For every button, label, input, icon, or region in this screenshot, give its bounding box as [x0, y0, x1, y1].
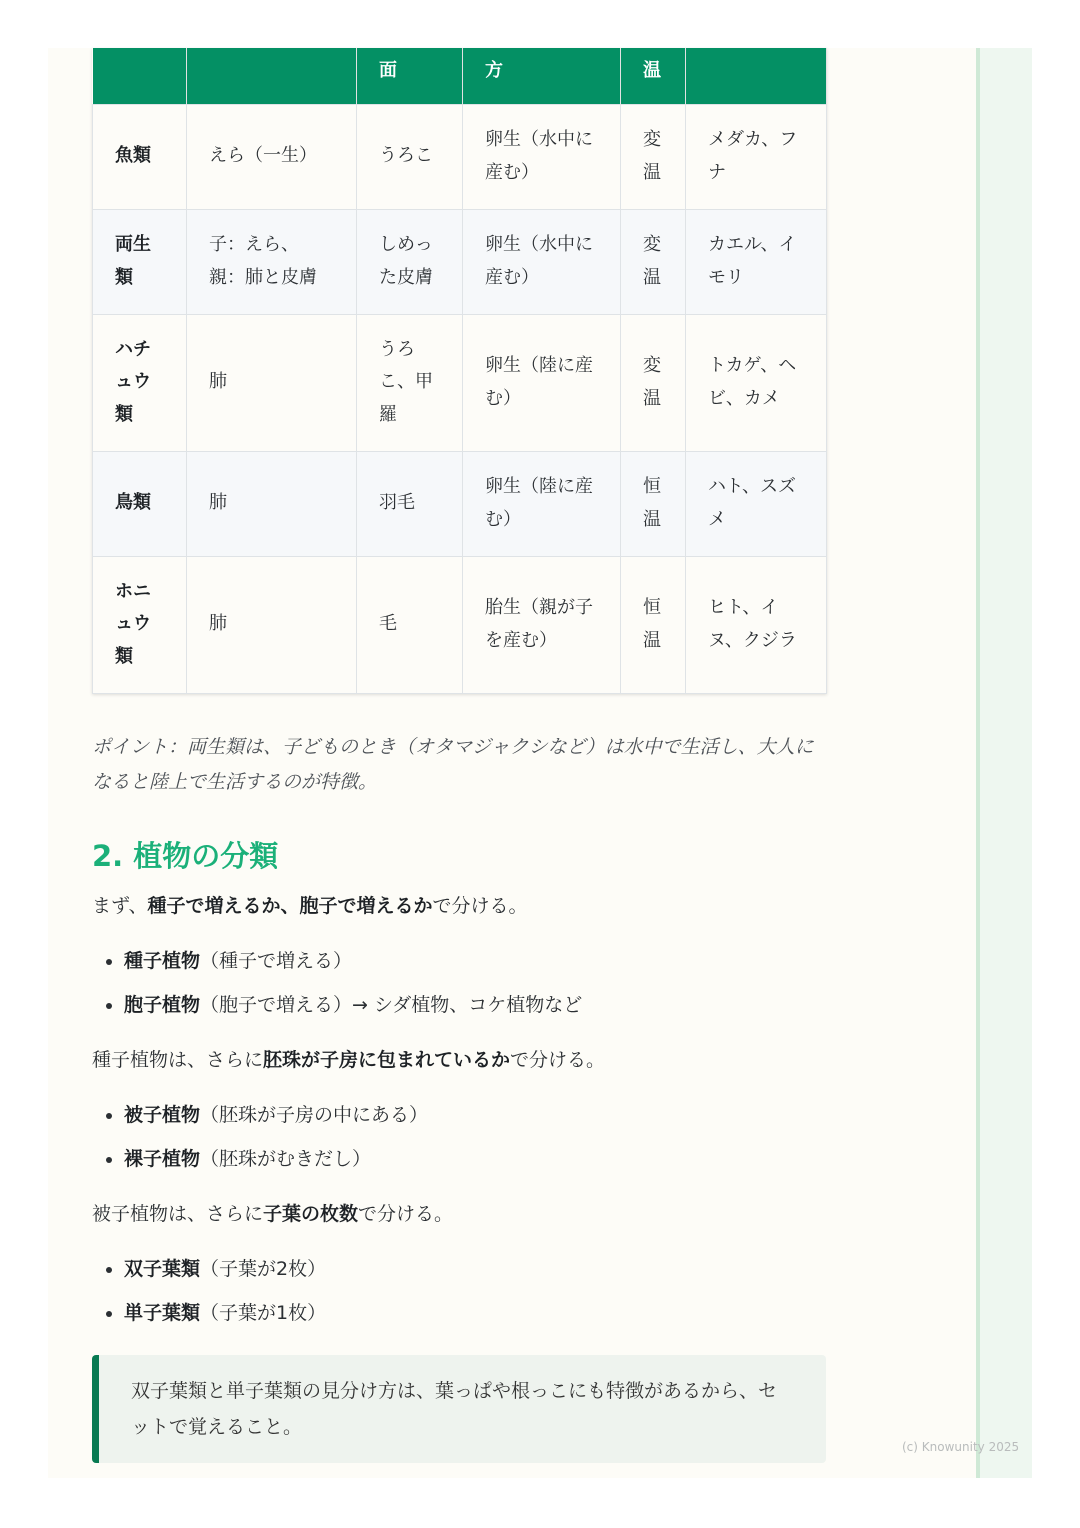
term: 裸子植物	[124, 1147, 201, 1170]
table-cell: 変温	[621, 209, 686, 314]
animal-classification-table	[92, 48, 827, 694]
table-cell: うろこ、甲羅	[357, 314, 463, 451]
table-cell: 肺	[187, 556, 357, 693]
side-strip	[976, 48, 1032, 1478]
description: （胚珠が子房の中にある）	[200, 1103, 429, 1126]
header-cell: 温	[621, 48, 686, 104]
header-cell	[187, 48, 357, 104]
table-cell: 鳥類	[93, 451, 187, 556]
paragraph-intro-3	[92, 1197, 826, 1231]
list-item	[124, 1137, 826, 1181]
header-cell	[93, 48, 187, 104]
copyright-text: (c) Knowunity 2025	[902, 1440, 1020, 1454]
list-cotyledon	[92, 1247, 826, 1335]
header-cell: 方	[463, 48, 621, 104]
table-cell: トカゲ、ヘビ、カメ	[686, 314, 827, 451]
table-cell: 両生類	[93, 209, 187, 314]
text: 被子植物は、さらに	[92, 1202, 264, 1225]
table-cell: ハチュウ類	[93, 314, 187, 451]
table-cell: 恒温	[621, 451, 686, 556]
description: （子葉が1枚）	[200, 1301, 327, 1324]
section-title: 2. 植物の分類	[92, 838, 279, 873]
table-cell: 肺	[187, 451, 357, 556]
list-item	[124, 1247, 826, 1291]
table-cell: カエル、イモリ	[686, 209, 827, 314]
text: まず、	[92, 894, 148, 917]
table-cell: ホニュウ類	[93, 556, 187, 693]
header-cell: 面	[357, 48, 463, 104]
table-row	[93, 451, 827, 556]
point-note: ポイント：両生類は、子どものとき（オタマジャクシなど）は水中で生活し、大人になると陸上で生活するのが特徴。	[92, 735, 814, 793]
description: （子葉が2枚）	[200, 1257, 327, 1280]
table-row	[93, 104, 827, 209]
list-item	[124, 939, 826, 983]
emphasis: 子葉の枚数	[263, 1202, 359, 1225]
paragraph-intro-2	[92, 1043, 826, 1077]
table-cell: 卵生（水中に産む）	[463, 104, 621, 209]
table-cell: えら（一生）	[187, 104, 357, 209]
table-cell: 肺	[187, 314, 357, 451]
document-content	[92, 48, 826, 1463]
table-cell: 卵生（陸に産む）	[463, 451, 621, 556]
table-cell: 子：えら、親：肺と皮膚	[187, 209, 357, 314]
tip-callout: 双子葉類と単子葉類の見分け方は、葉っぱや根っこにも特徴があるから、セットで覚えること。	[92, 1355, 826, 1463]
table-cell: 恒温	[621, 556, 686, 693]
term: 種子植物	[124, 949, 201, 972]
table-cell: 卵生（水中に産む）	[463, 209, 621, 314]
text: 種子植物は、さらに	[92, 1048, 264, 1071]
emphasis: 種子で増えるか、胞子で増えるか	[147, 894, 433, 917]
term: 双子葉類	[124, 1257, 201, 1280]
description: （胞子で増える）→ シダ植物、コケ植物など	[200, 993, 583, 1016]
table-row	[93, 556, 827, 693]
emphasis: 胚珠が子房に包まれているか	[263, 1048, 511, 1071]
list-angio-gymno	[92, 1093, 826, 1181]
text: で分ける。	[432, 894, 528, 917]
table-cell: しめった皮膚	[357, 209, 463, 314]
paragraph-intro-1	[92, 889, 826, 923]
table-row	[93, 209, 827, 314]
table-cell: ヒト、イヌ、クジラ	[686, 556, 827, 693]
term: 被子植物	[124, 1103, 201, 1126]
table-cell: うろこ	[357, 104, 463, 209]
table-cell: 毛	[357, 556, 463, 693]
table-cell: 羽毛	[357, 451, 463, 556]
table-header-row	[93, 48, 827, 104]
term: 単子葉類	[124, 1301, 201, 1324]
term: 胞子植物	[124, 993, 201, 1016]
description: （種子で増える）	[200, 949, 353, 972]
header-cell	[686, 48, 827, 104]
table-cell: 胎生（親が子を産む）	[463, 556, 621, 693]
table-row	[93, 314, 827, 451]
text: で分ける。	[510, 1048, 606, 1071]
table-cell: 変温	[621, 104, 686, 209]
description: （胚珠がむきだし）	[200, 1147, 372, 1170]
table-cell: 卵生（陸に産む）	[463, 314, 621, 451]
list-seed-spore	[92, 939, 826, 1027]
table-cell: 魚類	[93, 104, 187, 209]
text: で分ける。	[358, 1202, 454, 1225]
list-item	[124, 1093, 826, 1137]
table-cell: メダカ、フナ	[686, 104, 827, 209]
list-item	[124, 1291, 826, 1335]
list-item	[124, 983, 826, 1027]
table-cell: 変温	[621, 314, 686, 451]
table-cell: ハト、スズメ	[686, 451, 827, 556]
